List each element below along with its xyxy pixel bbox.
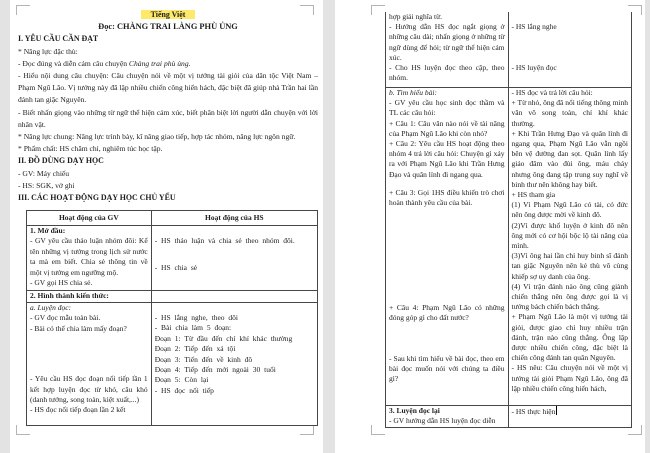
table-row [386, 405, 631, 427]
paragraph: (2)Vì được khổ luyện ở kinh đô nên ông mới có cơ hội bộc lộ tài năng của mình. [511, 220, 628, 251]
paragraph: + Câu 4: Phạm Ngũ Lão có những đóng góp gì cho đất nước? [389, 303, 505, 323]
lesson-header-block [18, 9, 318, 204]
hs-cell [152, 226, 317, 290]
lesson-subject [18, 9, 318, 21]
paragraph: Đoạn 5: Còn lại [154, 375, 209, 385]
gv-cell [386, 88, 509, 405]
table-row [386, 12, 631, 87]
table-row [27, 290, 317, 302]
paragraph: - Biết nhấn giọng vào những từ ngữ thể hiện cảm xúc, biết phân biệt lời người dẫn chuyện với lời nhân vật. [18, 107, 318, 129]
margin-mark [300, 425, 314, 435]
section-heading-1: I. YÊU CẦU CẦN ĐẠT [18, 34, 99, 44]
paragraph: - HS thực hiện [511, 407, 556, 416]
gv-cell [27, 226, 152, 290]
paragraph: - GV đọc mẫu toàn bài. [30, 313, 101, 323]
document-page-left[interactable] [10, 0, 323, 453]
paragraph: - HS đọc và trả lời câu hỏi: [511, 88, 593, 97]
margin-mark [371, 425, 385, 435]
paragraph: + Phạm Ngũ Lão là một vị tướng tài giỏi, được giao chỉ huy nhiều trận đánh, trận nào cũng thắng. Ông lập được nhiều chiến công, đặc biệt là chiến công đánh tan quân Nguyên. [511, 312, 628, 363]
paragraph: - HS nêu: Câu chuyện nói về một vị tướng tài giỏi Phạm Ngũ Lão, ông đã lập nhiều chiến công hiển hách, [511, 363, 628, 393]
paragraph: - HS đọc nối tiếp đoạn lần 2 kết [30, 405, 126, 415]
paragraph: Đoạn 4: Tiếp đến mới ngoài 30 tuổi [154, 365, 276, 375]
paragraph: * Năng lực chung: Năng lực trình bày, kĩ năng giao tiếp, hợp tác nhóm, năng lực ngôn ngữ. [18, 132, 296, 142]
hs-cell [509, 406, 632, 427]
paragraph: Đoạn 2: Tiếp đến xá tội [154, 344, 236, 354]
paragraph: - Đọc đúng và diễn cảm câu chuyện Chàng trai phù ủng. [18, 58, 191, 68]
paragraph: - Hiểu nội dung câu chuyện: Câu chuyện nói về một vị tướng tài giỏi của dân tộc Việt Nam – Phạm Ngũ Lão. Vị tướng này đã lập nhiều chiến công hiển hách, đặc biệt đã giúp nhà Trần hai lần đánh tan giặc Nguyên. [18, 71, 318, 105]
paragraph: + Khi Trần Hưng Đạo và quân lính đi ngang qua, Phạm Ngũ Lão vẫn ngồi bên vệ đường đan sọt. Quân lính lấy giáo đâm vào đùi ông, máu chảy nhưng ông đang tập trung suy nghĩ về binh thư nên không hay biết. [511, 128, 628, 189]
paragraph: + Từ nhỏ, ông đã nổi tiếng thông minh văn võ song toàn, chí khí khác thường. [511, 98, 628, 128]
paragraph: + Câu 2: Yêu cầu HS hoạt động theo nhóm 4 trả lời câu hỏi: Chuyện gì xảy ra với Phạm Ngũ Lão khi Trần Hưng Đạo và quân lính đi ngang qua. [389, 139, 505, 179]
section-heading-2: II. ĐỒ DÙNG DẠY HỌC [18, 156, 104, 166]
paragraph: - Hướng dẫn HS đọc ngắt giọng ở những câu dài; nhấn giọng ở những từ ngữ dùng để hỏi; từ ngữ thể hiện cảm xúc. [389, 22, 505, 62]
paragraph: - HS thảo luận và chia sẻ theo nhóm đôi. [154, 236, 295, 245]
activity-title: 3. Luyện đọc lại [389, 406, 440, 415]
paragraph: Đoạn 3: Tiến đến về kinh đô [154, 354, 253, 364]
gv-column-header: Hoạt động của GV [27, 211, 152, 225]
document-page-right[interactable] [335, 0, 645, 453]
paragraph: - HS lắng nghe [511, 22, 557, 31]
paragraph: - GV yêu cầu thảo luận nhóm đôi: Kể tên những vị tướng trong lịch sử nước ta mà em biết. Chia sẻ thông tin về một vị tướng em ngưỡng mộ. [30, 236, 148, 277]
paragraph: (1) Vì Phạm Ngũ Lão có tài, có đức nên ông được mời về kinh đô. [511, 200, 628, 220]
paragraph: (4) Vì trận đánh nào ông cũng giành chiến thắng nên ông được gọi là vị tướng bách chiến bách thắng. [511, 281, 628, 312]
paragraph: * Năng lực đặc thù: [18, 46, 78, 56]
paragraph: - HS: SGK, vở ghi [18, 180, 75, 190]
hs-cell [152, 303, 317, 425]
margin-mark [371, 5, 385, 15]
activities-table [26, 210, 318, 426]
paragraph [30, 288, 148, 290]
table-row [386, 87, 631, 405]
margin-mark [16, 425, 30, 435]
table-header-row [27, 211, 317, 225]
section-heading-3: III. CÁC HOẠT ĐỘNG DẠY HỌC CHỦ YẾU [18, 193, 176, 203]
paragraph: - Yêu cầu HS đọc đoạn nối tiếp lần 1 kết hợp luyện đọc từ khó, câu khó (danh tướng, song toàn, kiệt xuất,...) [30, 374, 148, 405]
paragraph: hợp giải nghĩa từ. [389, 12, 443, 21]
hs-cell [152, 291, 317, 302]
paragraph: - HS luyện đọc [511, 63, 557, 73]
paragraph: (3)Vì ông hai lần chỉ huy binh sĩ đánh tan giặc Nguyên nên kẻ thù vô cùng khiếp sợ uy danh của ông. [511, 251, 628, 281]
subsection-title: b. Tìm hiểu bài: [389, 88, 437, 97]
hs-column-header: Hoạt động của HS [205, 213, 264, 222]
paragraph: - GV hướng dẫn HS luyện đọc diễn [389, 416, 496, 426]
paragraph: - GV: Máy chiếu [18, 168, 70, 178]
table-row [27, 225, 317, 290]
paragraph: + HS tham gia [511, 190, 556, 200]
activity-title: 1. Mở đầu: [30, 226, 66, 235]
gv-cell [27, 291, 152, 302]
activity-title: 2. Hình thành kiến thức: [30, 291, 109, 300]
paragraph: - Bài chia làm 5 đoạn: [154, 323, 232, 333]
highlighted-text: Tiếng Việt [141, 10, 196, 19]
paragraph: - HS lắng nghe, theo dõi [154, 313, 239, 322]
paragraph: - GV yêu cầu học sinh đọc thầm và TL các câu hỏi: [389, 98, 505, 118]
gv-cell [386, 12, 509, 87]
paragraph: Đoạn 1: Từ đầu đến chí khí khác thường [154, 333, 293, 343]
paragraph: * Phẩm chất: HS chăm chỉ, nghiêm túc học tập. [18, 144, 163, 154]
paragraph: + Câu 3: Gọi 1HS điều khiển trò chơi hoàn thành yêu cầu của bài. [389, 187, 505, 208]
subsection-title: a. Luyện đọc: [30, 303, 72, 312]
paragraph: + Câu 1: Câu văn nào nói về tài năng của Phạm Ngũ Lão khi còn nhỏ? [389, 118, 505, 138]
paragraph: - GV gọi HS chia sẻ. [30, 278, 93, 288]
hs-cell [509, 88, 632, 405]
hs-cell [509, 12, 632, 87]
activities-table-continued [385, 12, 632, 428]
paragraph: - Bài có thể chia làm mấy đoạn? [30, 323, 127, 333]
paragraph: - HS chia sẻ [154, 263, 198, 273]
table-row [27, 302, 317, 425]
gv-cell [27, 303, 152, 425]
paragraph: - HS đọc nối tiếp [154, 385, 214, 395]
paragraph: - Sau khi tìm hiểu về bài đọc, theo em bài đọc muốn nói với chúng ta điều gì? [389, 353, 505, 384]
paragraph: - Cho HS luyện đọc theo cặp, theo nhóm. [389, 63, 505, 83]
gv-cell [386, 406, 509, 427]
text-cursor [556, 406, 557, 415]
lesson-title: Đọc: CHÀNG TRAI LÀNG PHÙ ỦNG [98, 22, 238, 32]
